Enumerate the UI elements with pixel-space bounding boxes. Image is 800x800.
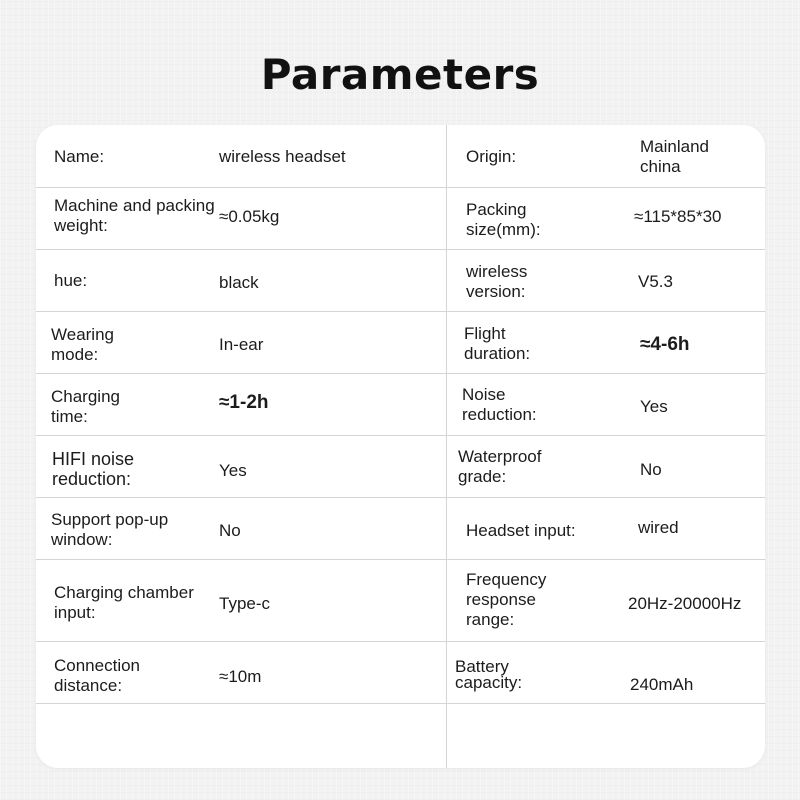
page-title: Parameters	[260, 50, 540, 99]
value-headset-input: wired	[638, 518, 679, 537]
label-name: Name:	[54, 147, 105, 166]
value-charging-chamber-input: Type-c	[219, 594, 271, 613]
value-noise-reduction: Yes	[640, 397, 668, 416]
value-wearing-mode: In-ear	[219, 335, 264, 354]
value-frequency-response: 20Hz-20000Hz	[628, 594, 742, 613]
row-divider	[36, 703, 765, 704]
label-wireless-version: wireless version:	[466, 262, 528, 301]
label-hifi-noise-reduction: HIFI noise reduction:	[52, 449, 135, 489]
row-divider	[36, 249, 765, 250]
row-divider	[36, 187, 765, 188]
label-charging-time: Charging time:	[51, 387, 120, 426]
value-charging-time: ≈1-2h	[219, 392, 269, 413]
row-divider	[36, 373, 765, 374]
label-battery-capacity: Battery capacity:	[455, 657, 523, 692]
value-battery-capacity: 240mAh	[630, 675, 694, 694]
label-origin: Origin:	[466, 147, 517, 166]
column-divider	[446, 125, 447, 768]
label-headset-input: Headset input:	[466, 521, 576, 540]
label-weight: Machine and packing weight:	[54, 196, 215, 235]
label-flight-duration: Flight duration:	[464, 324, 531, 363]
value-support-popup: No	[219, 521, 241, 540]
row-divider	[36, 435, 765, 436]
label-wearing-mode: Wearing mode:	[51, 325, 114, 364]
row-divider	[36, 559, 765, 560]
value-flight-duration: ≈4-6h	[640, 334, 690, 355]
label-hue: hue:	[54, 271, 88, 290]
row-divider	[36, 311, 765, 312]
label-charging-chamber-input: Charging chamber input:	[54, 583, 194, 622]
label-noise-reduction: Noise reduction:	[462, 385, 537, 424]
label-frequency-response: Frequency response range:	[466, 570, 547, 629]
row-divider	[36, 641, 765, 642]
value-connection-distance: ≈10m	[219, 667, 262, 686]
value-wireless-version: V5.3	[638, 272, 673, 291]
row-divider	[36, 497, 765, 498]
value-waterproof-grade: No	[640, 460, 662, 479]
label-packing-size: Packing size(mm):	[466, 200, 541, 239]
label-connection-distance: Connection distance:	[54, 656, 141, 695]
label-waterproof-grade: Waterproof grade:	[458, 447, 542, 486]
value-packing-size: ≈115*85*30	[634, 207, 722, 226]
parameters-table	[36, 125, 765, 768]
value-origin: Mainland china	[640, 137, 709, 176]
value-weight: ≈0.05kg	[219, 207, 280, 226]
value-hue: black	[219, 273, 259, 292]
label-support-popup: Support pop-up window:	[51, 510, 169, 549]
value-name: wireless headset	[219, 147, 346, 166]
value-hifi-noise-reduction: Yes	[219, 461, 247, 480]
